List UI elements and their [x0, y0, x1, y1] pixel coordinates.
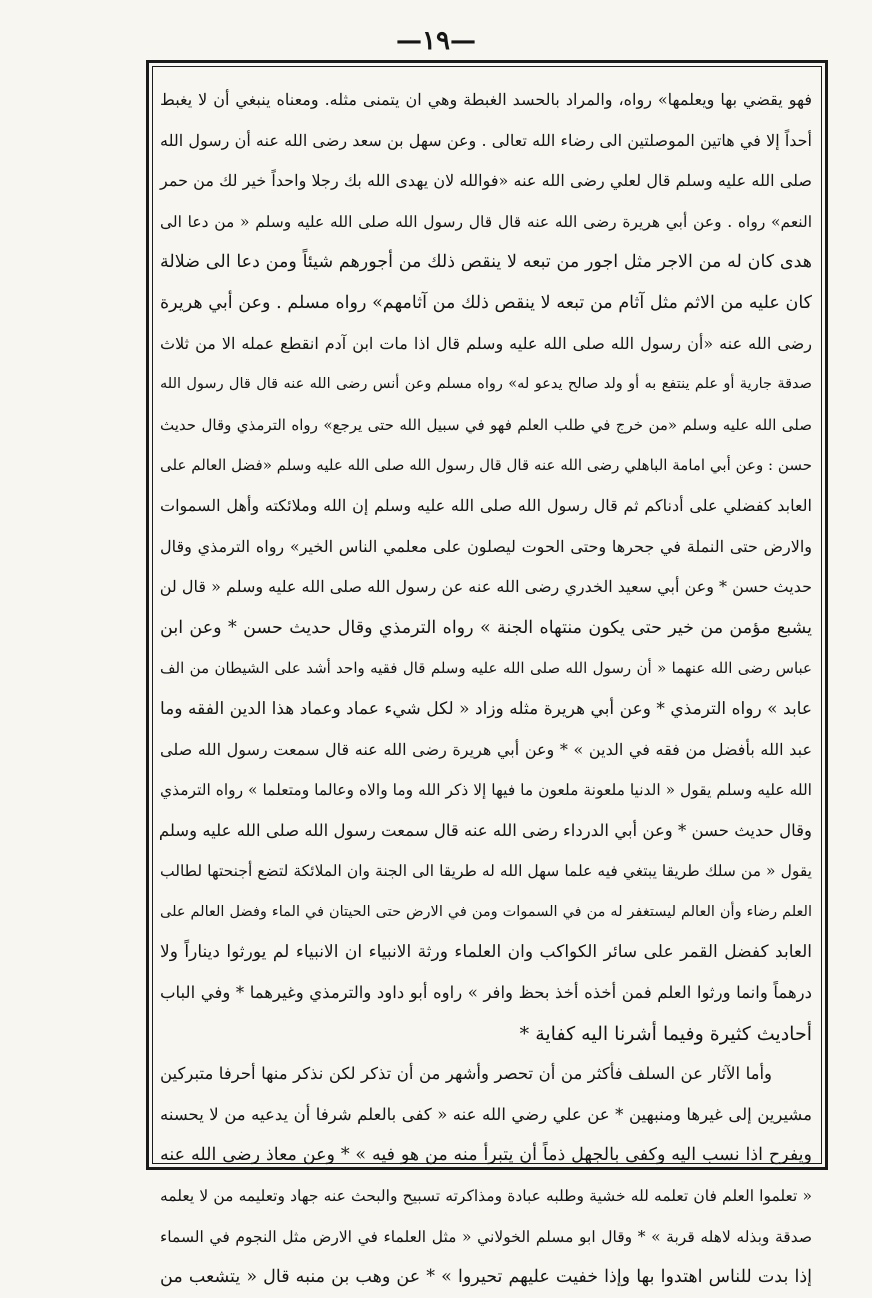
text-block	[158, 80, 813, 1288]
text-line: الله عليه وسلم يقول « الدنيا ملعونة ملعون ما فيها إلا ذكر الله وما والاه وعالما ومتعلما » رواه الترمذي	[159, 781, 812, 800]
text-line: وقال حديث حسن * وعن أبي الدرداء رضى الله عنه قال سمعت رسول الله صلى الله عليه وسلم	[158, 820, 812, 840]
text-line: إذا بدت للناس اهتدوا بها وإذا خفيت عليهم تحيروا » * عن وهب بن منبه قال « يتشعب من	[160, 1267, 812, 1288]
text-line: صلى الله عليه وسلم «من خرج في طلب العلم فهو في سبيل الله حتى يرجع» رواه الترمذي وقال حديث	[160, 415, 812, 434]
text-line: رضى الله عنه «أن رسول الله صلى الله عليه وسلم قال اذا مات ابن آدم انقطع عمله الا من ثلاث	[160, 333, 812, 353]
text-line: العابد كفضلي على أدناكم ثم قال رسول الله صلى الله عليه وسلم إن الله وملائكته وأهل السموات	[160, 495, 812, 515]
text-line: ويفرح اذا نسب اليه وكفى بالجهل ذماً أن يتبرأ منه من هو فيه » * وعن معاذ رضى الله عنه	[160, 1145, 813, 1166]
text-line: صلى الله عليه وسلم قال لعلي رضى الله عنه «فوالله لان يهدى الله بك رجلا واحداً خير لك من حمر	[160, 171, 812, 191]
text-line: « تعلموا العلم فان تعلمه لله خشية وطلبه عبادة ومذاكرته تسبيح والبحث عنه جهاد وتعليمه من لا يعلمه	[160, 1187, 812, 1206]
text-line: عابد » رواه الترمذي * وعن أبي هريرة مثله وزاد « لكل شيء عماد وعماد هذا الدين الفقه وما	[160, 698, 812, 719]
page-number: —١٩—	[396, 26, 476, 56]
text-line: النعم» رواه . وعن أبي هريرة رضى الله عنه قال قال رسول الله صلى الله عليه وسلم « من دعا الى	[160, 212, 812, 231]
text-line: مشيرين إلى غيرها ومنبهين * عن علي رضي الله عنه « كفى بالعلم شرفا أن يدعيه من لا يحسنه	[160, 1104, 812, 1124]
text-line: العلم رضاء وأن العالم ليستغفر له من في السموات ومن في الارض حتى الحيتان في الماء وفضل العالم على	[160, 903, 812, 920]
text-line: العابد كفضل القمر على سائر الكواكب وان العلماء ورثة الانبياء ان الانبياء لم يورثوا ديناراً ولا	[160, 942, 812, 963]
text-line: أحداً إلا في هاتين الموصلتين الى رضاء الله تعالى . وعن سهل بن سعد رضى الله عنه أن رسول الله	[160, 130, 812, 150]
text-line: كان عليه من الاثم مثل آثام من تبعه لا ينقص ذلك من آثامهم» رواه مسلم . وعن أبي هريرة	[160, 292, 812, 313]
text-line: فهو يقضي بها ويعلمها» رواه، والمراد بالحسد الغبطة وهي ان يتمنى مثله. ومعناه ينبغي أن لا يغبط	[160, 90, 812, 109]
text-line: هدى كان له من الاجر مثل اجور من تبعه لا ينقص ذلك من أجورهم شيئاً ومن دعا الى ضلالة	[160, 252, 812, 273]
text-line: وأما الآثار عن السلف فأكثر من أن تحصر وأشهر من أن تذكر لكن نذكر منها أحرفا متبركين	[160, 1064, 772, 1084]
text-line: والارض حتى النملة في جحرها وحتى الحوت ليصلون على معلمي الناس الخير» رواه الترمذي وقال	[160, 536, 812, 556]
text-line: يشبع مؤمن من خير حتى يكون منتهاه الجنة » رواه الترمذي وقال حديث حسن * وعن ابن	[160, 617, 812, 638]
text-line: صدقة جارية أو علم ينتفع به أو ولد صالح يدعو له» رواه مسلم وعن أنس رضى الله عنه قال قال رسول الله	[160, 376, 812, 393]
text-line: صدقة وبذله لاهله قربة » * وقال ابو مسلم الخولاني « مثل العلماء في الارض مثل النجوم في السماء	[160, 1227, 812, 1246]
text-line: حديث حسن * وعن أبي سعيد الخدري رضى الله عنه عن رسول الله صلى الله عليه وسلم « قال لن	[159, 577, 812, 597]
text-line: عباس رضى الله عنهما « أن رسول الله صلى الله عليه وسلم قال فقيه واحد أشد على الشيطان من الف	[160, 659, 812, 678]
text-line: عبد الله بأفضل من فقه في الدين » * وعن أبي هريرة رضى الله عنه قال سمعت رسول الله صلى	[160, 739, 812, 759]
text-line: درهماً وانما ورثوا العلم فمن أخذه أخذ بحظ وافر » راوه أبو داود والترمذي وغيرهما * وفي الباب	[160, 983, 812, 1003]
text-line: أحاديث كثيرة وفيما أشرنا اليه كفاية *	[519, 1022, 812, 1045]
text-line: حسن : وعن أبي امامة الباهلي رضى الله عنه قال قال رسول الله صلى الله عليه وسلم «فضل العالم على	[160, 456, 812, 475]
text-line: يقول « من سلك طريقا يبتغي فيه علما سهل الله له طريقا الى الجنة وان الملائكة لتضع أجنحتها لطالب	[160, 862, 812, 881]
